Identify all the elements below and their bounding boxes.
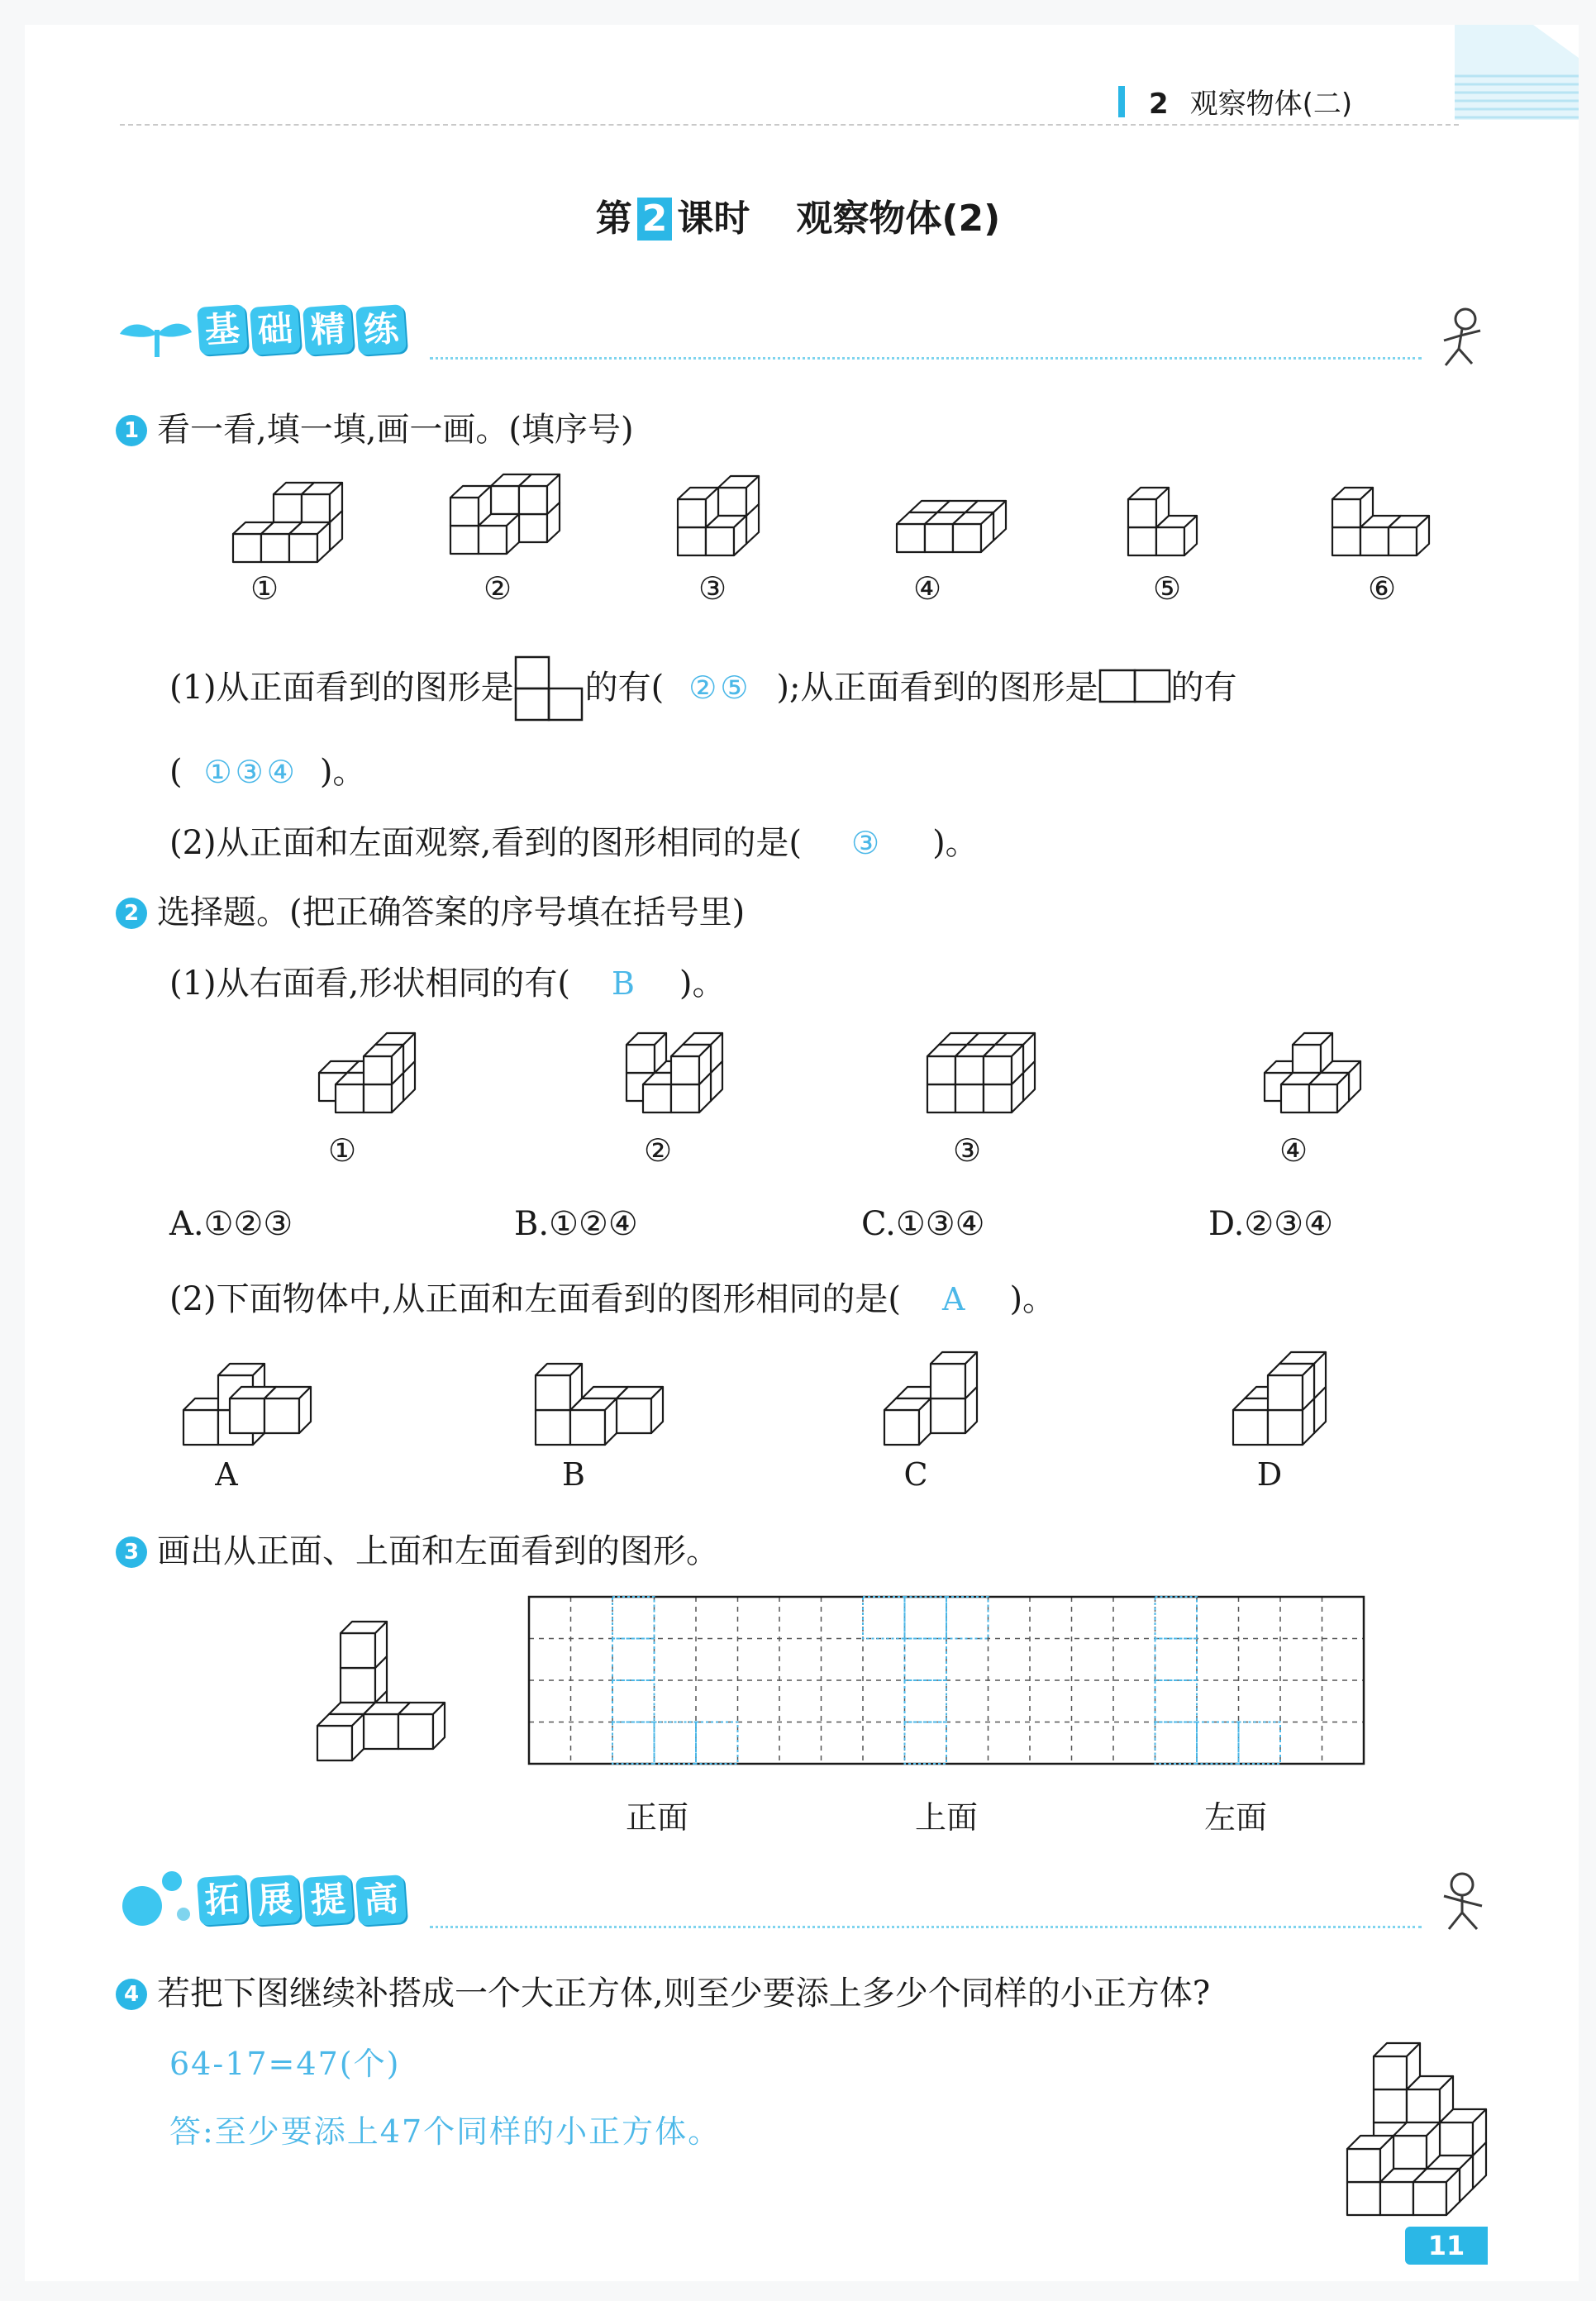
banner-char: 展 (250, 1875, 301, 1926)
q2-option-d: D.②③④ (1208, 1205, 1333, 1243)
q2-part1-text: )。 (679, 965, 726, 1003)
q4-figure-cube (1394, 2122, 1440, 2169)
q2-figure-label: ③ (952, 1132, 982, 1169)
q1-figure-label: ⑥ (1367, 570, 1397, 607)
q2-shape-label: C (903, 1456, 928, 1493)
banner-char: 练 (355, 304, 407, 355)
q2-answer-1[interactable]: B (611, 965, 638, 1002)
q4-number: 4 (116, 1979, 147, 2010)
q1-part1-text: );从正面看到的图形是 (776, 669, 1098, 707)
q1-part1-text: 的有 (1170, 669, 1237, 707)
banner-char: 基 (197, 304, 248, 355)
q2-figure-label: ① (327, 1132, 357, 1169)
page-number: 11 (1405, 2227, 1488, 2265)
banner-char: 提 (303, 1875, 354, 1926)
q1-answer-2[interactable]: ①③④ (203, 754, 298, 790)
banner-char: 精 (303, 304, 354, 355)
q3-view-label-left: 左面 (1203, 1799, 1267, 1836)
q1-figure-label: ① (250, 570, 279, 607)
q4-prompt-text: 若把下图继续补搭成一个大正方体,则至少要添上多少个同样的小正方体? (157, 1975, 1211, 2013)
q2-option-a: A.①②③ (169, 1205, 293, 1243)
banner-char: 高 (355, 1875, 407, 1926)
chapter-number: 2 (1149, 88, 1169, 121)
q1-number: 1 (116, 415, 147, 446)
q3-number: 3 (116, 1536, 147, 1568)
lesson-suffix: 课时 (677, 198, 750, 240)
q2-shape-label: A (215, 1456, 238, 1493)
lesson-number: 2 (637, 198, 673, 241)
q2-figure-label: ④ (1279, 1132, 1308, 1169)
q3-prompt-text: 画出从正面、上面和左面看到的图形。 (157, 1532, 719, 1570)
q2-number: 2 (116, 898, 147, 929)
q2-option-c: C.①③④ (861, 1205, 985, 1243)
q1-figure-label: ④ (912, 570, 942, 607)
q1-part2-text: )。 (932, 824, 979, 862)
q4-answer-sentence[interactable]: 答:至少要添上47个同样的小正方体。 (169, 2113, 722, 2150)
q1-prompt-text: 看一看,填一填,画一画。(填序号) (157, 411, 634, 449)
q1-part1-text: 的有( (584, 669, 665, 707)
q2-part2-text: (2)下面物体中,从正面和左面看到的图形相同的是( (169, 1280, 901, 1318)
q1-answer-3[interactable]: ③ (850, 825, 884, 861)
banner-char: 拓 (197, 1875, 248, 1926)
q1-part1-text: )。 (319, 753, 366, 791)
q2-part1-text: (1)从右面看,形状相同的有( (169, 965, 570, 1003)
q3-view-label-top: 上面 (914, 1799, 978, 1836)
q2-shape-label: D (1256, 1456, 1283, 1493)
q1-part2-text: (2)从正面和左面观察,看到的图形相同的是( (169, 824, 802, 862)
lesson-prefix: 第 (595, 198, 632, 240)
q1-part1-text: ( (169, 753, 183, 791)
q1-part1-text: (1)从正面看到的图形是 (169, 669, 514, 707)
q2-part2-text: )。 (1009, 1280, 1056, 1318)
q3-view-label-front: 正面 (625, 1799, 688, 1836)
q2-answer-2[interactable]: A (941, 1281, 969, 1317)
q4-figure-cube (1347, 2136, 1394, 2182)
q1-figure-label: ② (483, 570, 512, 607)
q4-answer-calc[interactable]: 64-17=47(个) (169, 2046, 401, 2082)
lesson-topic: 观察物体(2) (796, 198, 1001, 240)
q2-shape-label: B (562, 1456, 585, 1493)
q1-answer-1[interactable]: ②⑤ (688, 669, 752, 706)
q1-figure-label: ③ (698, 570, 727, 607)
q2-option-b: B.①②④ (514, 1205, 638, 1243)
banner-char: 础 (250, 304, 301, 355)
q4-figure-cube (1374, 2043, 1420, 2089)
q2-figure-label: ② (643, 1132, 673, 1169)
chapter-title: 观察物体(二) (1189, 88, 1353, 121)
q4-figure-cube (1413, 2169, 1460, 2215)
q2-prompt-text: 选择题。(把正确答案的序号填在括号里) (157, 893, 746, 931)
q1-figure-label: ⑤ (1152, 570, 1182, 607)
